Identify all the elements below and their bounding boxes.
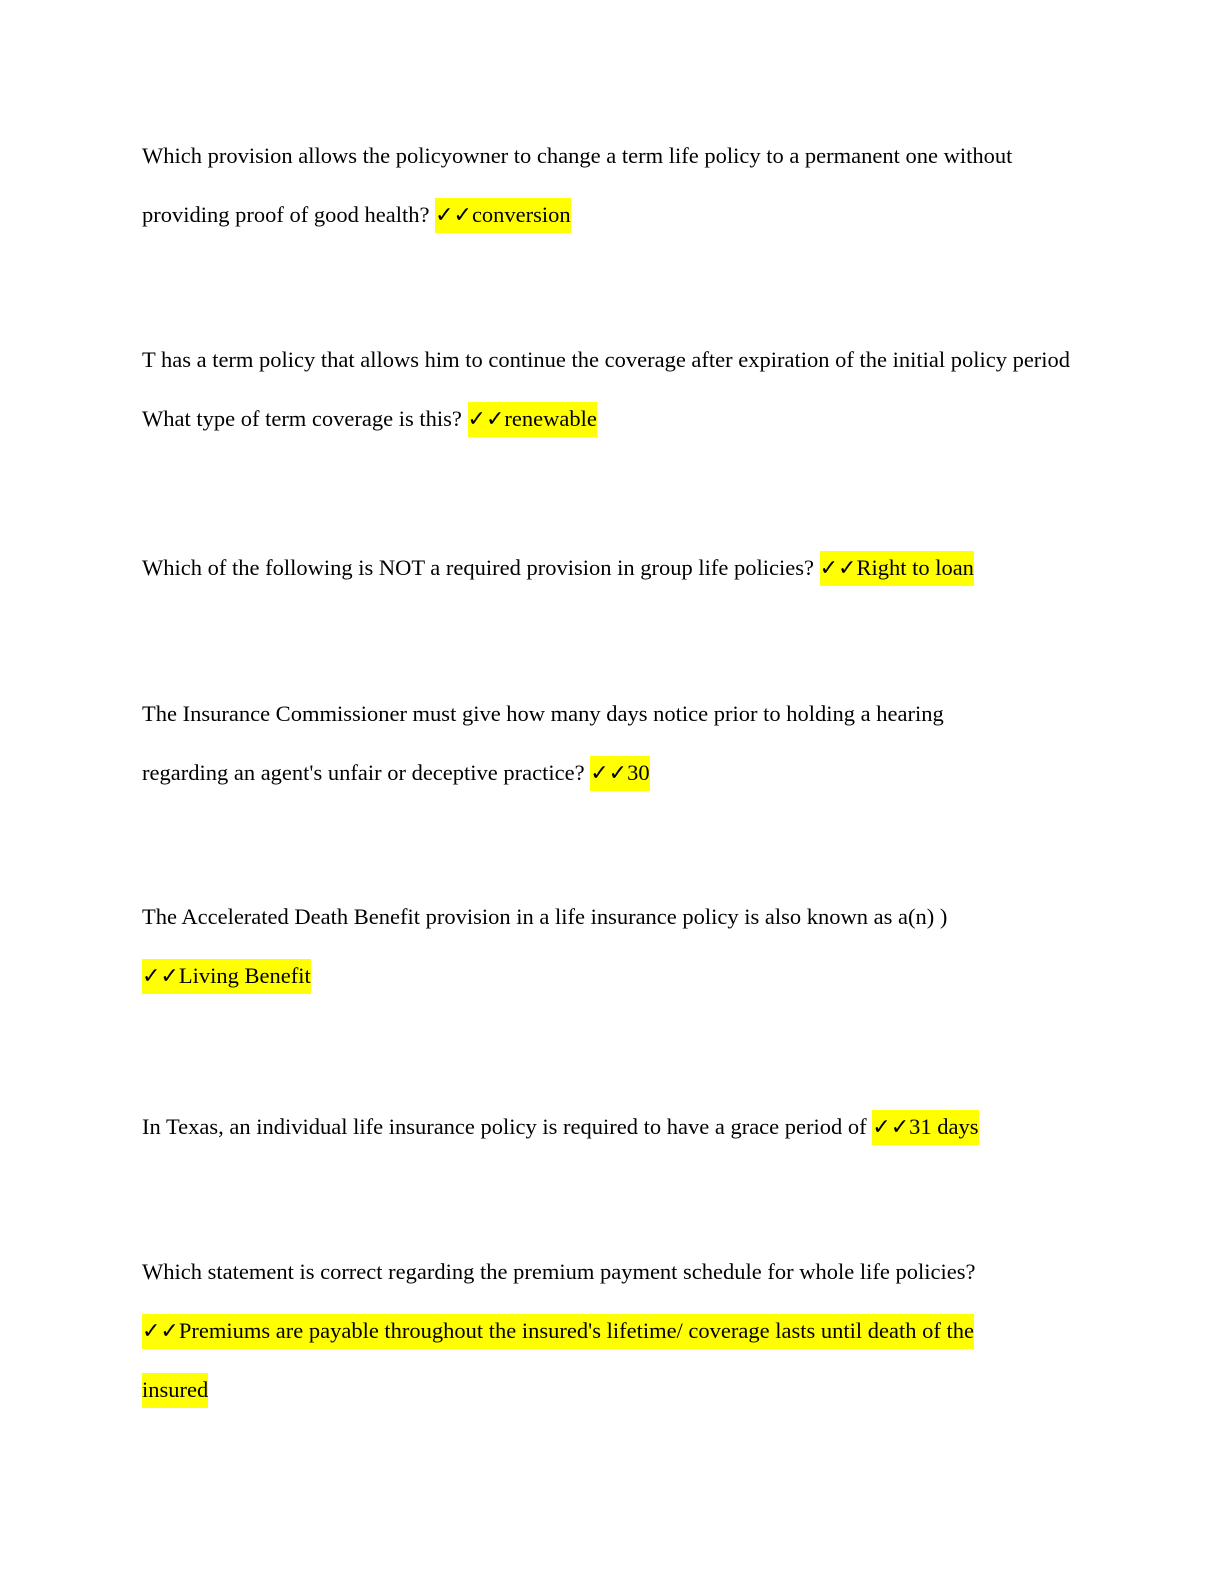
answer-highlight [142,959,311,994]
answer-text: Living Benefit [178,962,311,988]
question-text: T has a term policy that allows him to continue the coverage after expiration of the initial policy period What type of term coverage is this? [142,347,1071,431]
answer-text: conversion [471,201,571,227]
answer-highlight [820,551,974,586]
answer-text: renewable [504,405,597,431]
answer-text: 31 days [909,1114,979,1139]
double-check-icon: ✓✓ [142,963,179,989]
answer-highlight [435,198,571,233]
answer-text: Right to loan [856,555,974,580]
double-check-icon: ✓✓ [872,1115,910,1140]
answer-highlight [590,756,649,791]
qa-item [142,1243,1042,1420]
qa-item [142,685,1002,803]
question-text: In Texas, an individual life insurance policy is required to have a grace period of [142,1114,867,1139]
answer-highlight [142,1314,974,1409]
double-check-icon: ✓✓ [819,556,857,581]
double-check-icon: ✓✓ [435,202,472,228]
question-text: Which statement is correct regarding the premium payment schedule for whole life policies? [142,1259,976,1284]
qa-item [142,539,1082,599]
double-check-icon: ✓✓ [590,760,628,786]
answer-highlight [468,402,597,437]
double-check-icon: ✓✓ [142,1318,179,1344]
question-text: Which of the following is NOT a required provision in group life policies? [142,555,814,580]
question-text: Which provision allows the policyowner to change a term life policy to a permanent one without providing proof of good health? [142,143,1013,227]
answer-text: 30 [627,759,650,785]
question-text: The Accelerated Death Benefit provision in a life insurance policy is also known as a(n) ) [142,904,948,929]
qa-item [142,127,1082,245]
answer-highlight [872,1110,978,1145]
double-check-icon: ✓✓ [467,406,505,432]
answer-text: Premiums are payable throughout the insured's lifetime/ coverage lasts until death of the insured [142,1317,974,1402]
qa-item [142,1098,1082,1158]
qa-item [142,888,1012,1006]
qa-item [142,331,1082,449]
question-text: The Insurance Commissioner must give how many days notice prior to holding a hearing regarding an agent's unfair or deceptive practice? [142,701,944,785]
